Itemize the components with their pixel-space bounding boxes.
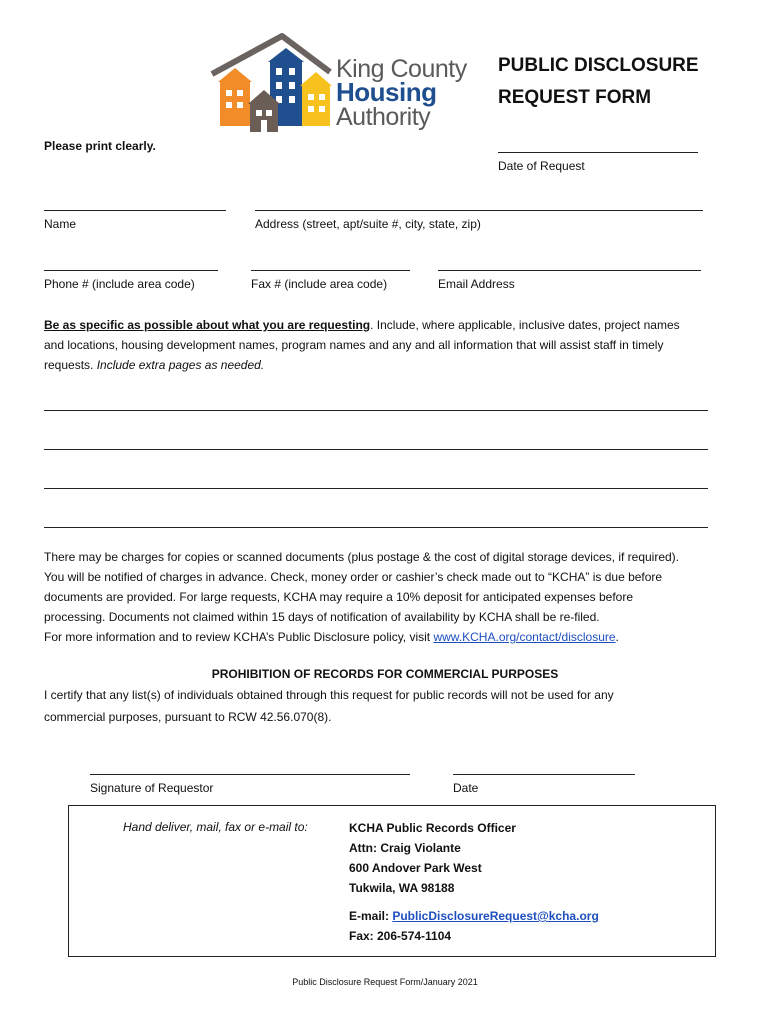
date-of-request-label: Date of Request: [498, 159, 585, 173]
prohibition-heading: PROHIBITION OF RECORDS FOR COMMERCIAL PURPOSES: [211, 667, 559, 681]
request-line-4[interactable]: [44, 527, 708, 528]
fax-label: Fax # (include area code): [251, 277, 388, 291]
email-label: Email Address: [438, 277, 515, 291]
instructions-text3: requests.: [44, 358, 97, 372]
request-line-2[interactable]: [44, 449, 708, 450]
request-instructions: [44, 315, 724, 375]
signature-date-label: Date: [453, 781, 479, 795]
phone-label: Phone # (include area code): [44, 277, 195, 291]
address-label: Address (street, apt/suite #, city, state, zip): [255, 217, 481, 231]
phone-field[interactable]: [44, 270, 218, 271]
footer-text: Public Disclosure Request Form/January 2021: [292, 977, 478, 987]
instructions-text2: and locations, housing development names, program names and any and all information that will assist staff in timely: [44, 338, 664, 352]
delivery-city: Tukwila, WA 98188: [349, 881, 455, 895]
house-logo-icon: [210, 32, 340, 134]
brand-housing: Housing: [336, 77, 437, 107]
charges-line5-end: .: [615, 630, 619, 644]
instructions-italic: Include extra pages as needed.: [96, 358, 265, 372]
print-clearly-note: Please print clearly.: [44, 139, 156, 153]
prohibition-paragraph: [44, 685, 734, 727]
delivery-email-label: E-mail:: [349, 909, 393, 923]
request-line-3[interactable]: [44, 488, 708, 489]
charges-line5: For more information and to review KCHA’s Public Disclosure policy, visit: [44, 630, 434, 644]
kcha-logo: [210, 32, 490, 134]
delivery-address: [349, 818, 599, 946]
delivery-fax: Fax: 206-574-1104: [349, 929, 452, 943]
form-title-line1: PUBLIC DISCLOSURE: [498, 55, 699, 76]
signature-date-field[interactable]: [453, 774, 635, 775]
charges-line4: processing. Documents not claimed within 15 days of notification of availability by KCHA shall be re-filed.: [44, 610, 600, 624]
request-line-1[interactable]: [44, 410, 708, 411]
date-of-request-field[interactable]: [498, 152, 698, 153]
brand-authority: Authority: [336, 103, 431, 131]
signature-label: Signature of Requestor: [90, 781, 214, 795]
delivery-officer: KCHA Public Records Officer: [349, 821, 516, 835]
instructions-emphasis: Be as specific as possible about what you are requesting: [44, 318, 371, 332]
charges-line1: There may be charges for copies or scanned documents (plus postage & the cost of digital storage devices, if required).: [44, 550, 680, 564]
delivery-street: 600 Andover Park West: [349, 861, 482, 875]
brand-king-county: King County: [336, 55, 467, 83]
address-field[interactable]: [255, 210, 703, 211]
delivery-email-link[interactable]: PublicDisclosureRequest@kcha.org: [392, 909, 599, 923]
delivery-attn: Attn: Craig Violante: [349, 841, 461, 855]
delivery-box: [68, 805, 716, 957]
form-title-line2: REQUEST FORM: [498, 87, 652, 108]
disclosure-policy-link[interactable]: www.KCHA.org/contact/disclosure: [433, 630, 616, 644]
signature-field[interactable]: [90, 774, 410, 775]
instructions-text1: . Include, where applicable, inclusive dates, project names: [370, 318, 680, 332]
name-label: Name: [44, 217, 77, 231]
charges-paragraph: [44, 547, 734, 647]
charges-line3: documents are provided. For large requests, KCHA may require a 10% deposit for anticipated expenses before: [44, 590, 633, 604]
email-field[interactable]: [438, 270, 701, 271]
delivery-instruction: Hand deliver, mail, fax or e-mail to:: [123, 820, 308, 834]
prohibition-line2: commercial purposes, pursuant to RCW 42.56.070(8).: [44, 710, 332, 724]
charges-line2: You will be notified of charges in advance. Check, money order or cashier’s check made out to “KCHA” is due before: [44, 570, 663, 584]
name-field[interactable]: [44, 210, 226, 211]
fax-field[interactable]: [251, 270, 410, 271]
prohibition-line1: I certify that any list(s) of individuals obtained through this request for public records will not be used for any: [44, 688, 614, 702]
